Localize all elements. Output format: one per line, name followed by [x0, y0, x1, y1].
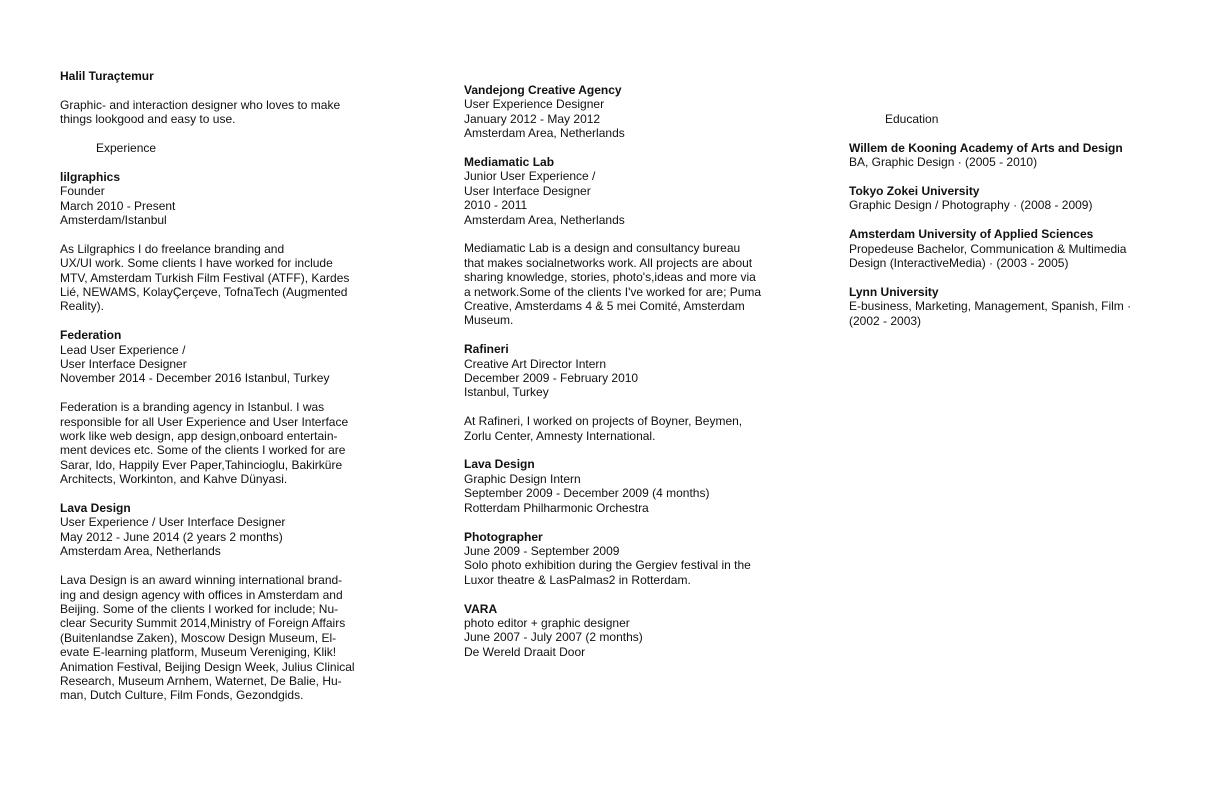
job-description: As Lilgraphics I do freelance branding and — [60, 241, 285, 256]
job-description: Lié, NEWAMS, KolayÇerçeve, TofnaTech (Augmented — [60, 285, 348, 300]
right-column — [849, 112, 1189, 328]
job-line: Amsterdam Area, Netherlands — [464, 212, 625, 227]
company-name: Vandejong Creative Agency — [464, 83, 622, 97]
job-line: Amsterdam/Istanbul — [60, 213, 167, 228]
school-name: Lynn University — [849, 284, 939, 299]
education-line: Graphic Design / Photography · (2008 - 2009) — [849, 198, 1093, 213]
education-line: Propedeuse Bachelor, Communication & Multimedia — [849, 241, 1127, 256]
job-description: Museum. — [464, 313, 514, 328]
job-line: June 2007 - July 2007 (2 months) — [464, 630, 643, 645]
company-name: Rafineri — [464, 342, 509, 357]
company-name: Lava Design — [464, 457, 535, 472]
job-line: Creative Art Director Intern — [464, 356, 607, 371]
job-description: Architects, Workinton, and Kahve Dünyasi. — [60, 472, 288, 487]
left-column — [60, 69, 390, 703]
school-name: Amsterdam University of Applied Sciences — [849, 227, 1094, 242]
job-description: UX/UI work. Some clients I have worked for include — [60, 256, 333, 271]
job-description: MTV, Amsterdam Turkish Film Festival (ATFF), Kardes — [60, 270, 350, 285]
job-description: Research, Museum Arnhem, Waternet, De Balie, Hu- — [60, 673, 342, 688]
job-line: May 2012 - June 2014 (2 years 2 months) — [60, 529, 283, 544]
job-line: Amsterdam Area, Netherlands — [60, 544, 221, 559]
school-name: Willem de Kooning Academy of Arts and Design — [849, 140, 1123, 155]
job-description: Animation Festival, Beijing Design Week, Julius Clinical — [60, 659, 355, 674]
job-description: work like web design, app design,onboard entertain- — [60, 429, 338, 444]
job-description: man, Dutch Culture, Film Fonds, Gezondgids. — [60, 688, 304, 703]
job-line: March 2010 - Present — [60, 198, 176, 213]
job-description: responsible for all User Experience and User Interface — [60, 414, 349, 429]
job-description: that makes socialnetworks work. All projects are about — [464, 255, 753, 270]
job-line: De Wereld Draait Door — [464, 644, 586, 659]
education-line: BA, Graphic Design · (2005 - 2010) — [849, 155, 1038, 170]
job-description: Lava Design is an award winning international brand- — [60, 573, 343, 588]
job-description: clear Security Summit 2014,Ministry of Foreign Affairs — [60, 616, 346, 631]
job-line: User Experience Designer — [464, 97, 605, 112]
company-name: Federation — [60, 328, 122, 343]
job-line: January 2012 - May 2012 — [464, 111, 601, 126]
job-description: a network.Some of the clients I've worked for are; Puma — [464, 284, 762, 299]
middle-column — [464, 83, 794, 659]
job-line: September 2009 - December 2009 (4 months) — [464, 486, 710, 501]
school-name: Tokyo Zokei University — [849, 184, 980, 198]
job-description: Sarar, Ido, Happily Ever Paper,Tahincioglu, Bakirküre — [60, 457, 343, 472]
job-description: ing and design agency with offices in Amsterdam and — [60, 587, 343, 602]
job-line: Graphic Design Intern — [464, 471, 581, 486]
job-line: June 2009 - September 2009 — [464, 543, 620, 558]
company-name: lilgraphics — [60, 169, 121, 184]
job-line: Founder — [60, 184, 105, 199]
job-line: photo editor + graphic designer — [464, 615, 630, 630]
job-line: December 2009 - February 2010 — [464, 371, 639, 386]
job-line: Amsterdam Area, Netherlands — [464, 126, 625, 141]
job-description: Beijing. Some of the clients I worked for include; Nu- — [60, 601, 339, 616]
job-line: User Experience / User Interface Designer — [60, 515, 286, 530]
job-description: Creative, Amsterdams 4 & 5 mei Comité, Amsterdam — [464, 299, 745, 314]
person-name: Halil Turaçtemur — [60, 69, 154, 83]
job-line: User Interface Designer — [464, 183, 591, 198]
company-name: Photographer — [464, 529, 543, 544]
education-heading: Education — [885, 112, 939, 126]
job-line: Junior User Experience / — [464, 169, 596, 184]
job-description: Federation is a branding agency in Istanbul. I was — [60, 400, 325, 415]
company-name: Lava Design — [60, 501, 131, 516]
tagline-line: Graphic- and interaction designer who loves to make — [60, 97, 341, 112]
company-name: VARA — [464, 601, 498, 616]
job-line: November 2014 - December 2016 Istanbul, Turkey — [60, 371, 330, 386]
job-description: evate E-learning platform, Museum Vereniging, Klik! — [60, 645, 337, 660]
job-description: At Rafineri, I worked on projects of Boyner, Beymen, — [464, 414, 743, 429]
company-name: Mediamatic Lab — [464, 155, 555, 170]
job-description: sharing knowledge, stories, photo's,ideas and more via — [464, 270, 756, 285]
experience-heading: Experience — [96, 141, 157, 155]
job-line: User Interface Designer — [60, 357, 187, 372]
job-description: Mediamatic Lab is a design and consultancy bureau — [464, 241, 741, 256]
job-line: 2010 - 2011 — [464, 198, 528, 213]
job-line: Lead User Experience / — [60, 342, 186, 357]
education-line: E-business, Marketing, Management, Spanish, Film · — [849, 299, 1132, 314]
job-description: (Buitenlandse Zaken), Moscow Design Museum, El- — [60, 630, 337, 645]
education-line: (2002 - 2003) — [849, 313, 922, 328]
job-line: Istanbul, Turkey — [464, 385, 549, 400]
job-line: Rotterdam Philharmonic Orchestra — [464, 500, 649, 515]
job-line: Luxor theatre & LasPalmas2 in Rotterdam. — [464, 572, 691, 587]
job-description: Zorlu Center, Amnesty International. — [464, 428, 656, 443]
education-line: Design (InteractiveMedia) · (2003 - 2005) — [849, 256, 1069, 271]
job-description: ment devices etc. Some of the clients I worked for are — [60, 443, 346, 458]
job-description: Reality). — [60, 299, 105, 314]
job-line: Solo photo exhibition during the Gergiev festival in the — [464, 558, 751, 573]
tagline-line: things lookgood and easy to use. — [60, 112, 236, 127]
